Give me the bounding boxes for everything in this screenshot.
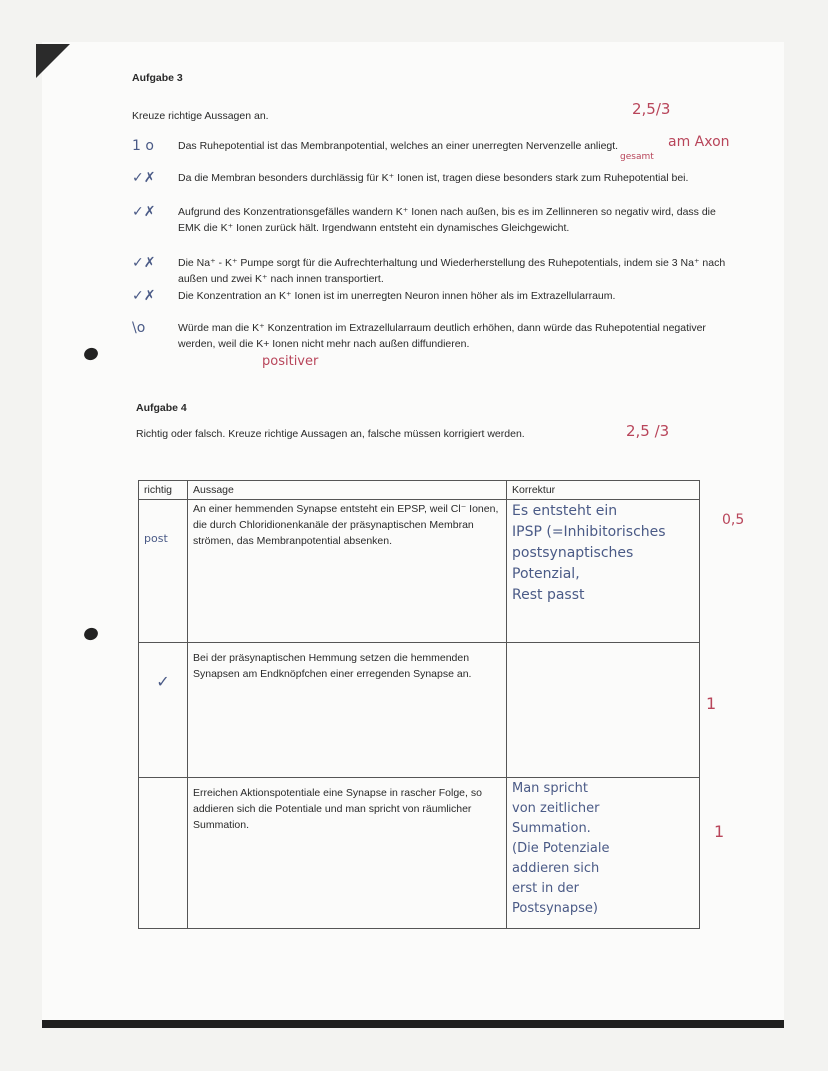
statement-text: Die Konzentration an K⁺ Ionen ist im unerregten Neuron innen höher als im Extrazellularraum. [178,290,616,302]
header-aussage: Aussage [188,481,507,500]
annotation-positiver: positiver [262,354,319,369]
aufgabe4-instruction: Richtig oder falsch. Kreuze richtige Aussagen an, falsche müssen korrigiert werden. [136,428,525,440]
aufgabe3-instruction: Kreuze richtige Aussagen an. [132,110,269,122]
statement-text: Das Ruhepotential ist das Membranpotential, welches an einer unerregten Nervenzelle anliegt. [178,140,619,152]
statement-mark: ✓✗ [132,288,156,304]
table-row [139,500,700,643]
aussage-text: Bei der präsynaptischen Hemmung setzen die hemmenden Synapsen am Endknöpfchen einer erregenden Synapse an. [193,652,472,680]
aufgabe3-title: Aufgabe 3 [132,72,183,84]
richtig-mark: ✓ [156,672,170,691]
statement-mark: ✓✗ [132,204,156,220]
statement-text: Aufgrund des Konzentrationsgefälles wandern K⁺ Ionen nach außen, bis es im Zellinneren so negativ wird, dass die EMK die K⁺ Ionen zurück hält. Irgendwann entsteht ein dynamisches Gleichgewicht. [178,206,716,234]
aussage-cell [188,643,507,778]
korrektur-cell [507,778,700,929]
table-header-row [139,481,700,500]
statement-mark: \o [132,320,146,336]
korrektur-line: Summation. [512,821,591,836]
korrektur-line: Potenzial, [512,566,580,582]
korrektur-line: addieren sich [512,861,600,876]
table-row [139,778,700,929]
korrektur-line: (Die Potenziale [512,841,610,856]
aussage-cell: An einer hemmenden Synapse entsteht ein EPSP, weil Cl⁻ Ionen, die durch Chloridionenkanäle der präsynaptischen Membran strömen, das Membranpotential absenken. [188,500,507,643]
richtig-cell [139,500,188,643]
statement-mark: ✓✗ [132,255,156,271]
table-row [139,643,700,778]
korrektur-line: postsynaptisches [512,545,634,561]
richtig-cell [139,643,188,778]
row-points: 0,5 [722,512,745,528]
scan-edge [42,1020,784,1028]
korrektur-line: Es entsteht ein [512,503,618,519]
correction-table [138,480,700,929]
richtig-mark: post [144,532,168,545]
korrektur-cell [507,643,700,778]
korrektur-cell [507,500,700,643]
korrektur-line: von zeitlicher [512,801,600,816]
korrektur-line: IPSP (=Inhibitorisches [512,524,666,540]
row-points: 1 [714,822,725,841]
aufgabe4-score: 2,5 /3 [626,422,670,440]
aussage-text: Erreichen Aktionspotentiale eine Synapse in rascher Folge, so addieren sich die Potentiale und man spricht von räumlicher Summation. [193,787,482,831]
korrektur-line: Rest passt [512,587,585,603]
richtig-cell [139,778,188,929]
aussage-cell [188,778,507,929]
annotation-axon: am Axon [668,134,730,150]
scan-corner [36,44,70,78]
aufgabe4-title: Aufgabe 4 [136,402,187,414]
korrektur-line: Postsynapse) [512,901,598,916]
statement-mark: ✓✗ [132,170,156,186]
statement-text: Da die Membran besonders durchlässig für K⁺ Ionen ist, tragen diese besonders stark zum Ruhepotential bei. [178,172,689,184]
header-richtig: richtig [139,481,188,500]
aufgabe3-score: 2,5/3 [632,100,671,118]
korrektur-line: Man spricht [512,781,589,796]
row-points: 1 [706,694,717,713]
statement-mark: 1 o [132,138,154,154]
korrektur-line: erst in der [512,881,579,896]
header-korrektur: Korrektur [507,481,700,500]
statement-text: Die Na⁺ - K⁺ Pumpe sorgt für die Aufrechterhaltung und Wiederherstellung des Ruhepotentials, indem sie 3 Na⁺ nach außen und zwei K⁺ nach innen transportiert. [178,257,726,285]
annotation-gesamt: gesamt [620,152,654,162]
statement-text: Würde man die K⁺ Konzentration im Extrazellularraum deutlich erhöhen, dann würde das Ruhepotential negativer werden, weil die K+ Ionen nicht mehr nach außen diffundieren. [178,322,706,350]
